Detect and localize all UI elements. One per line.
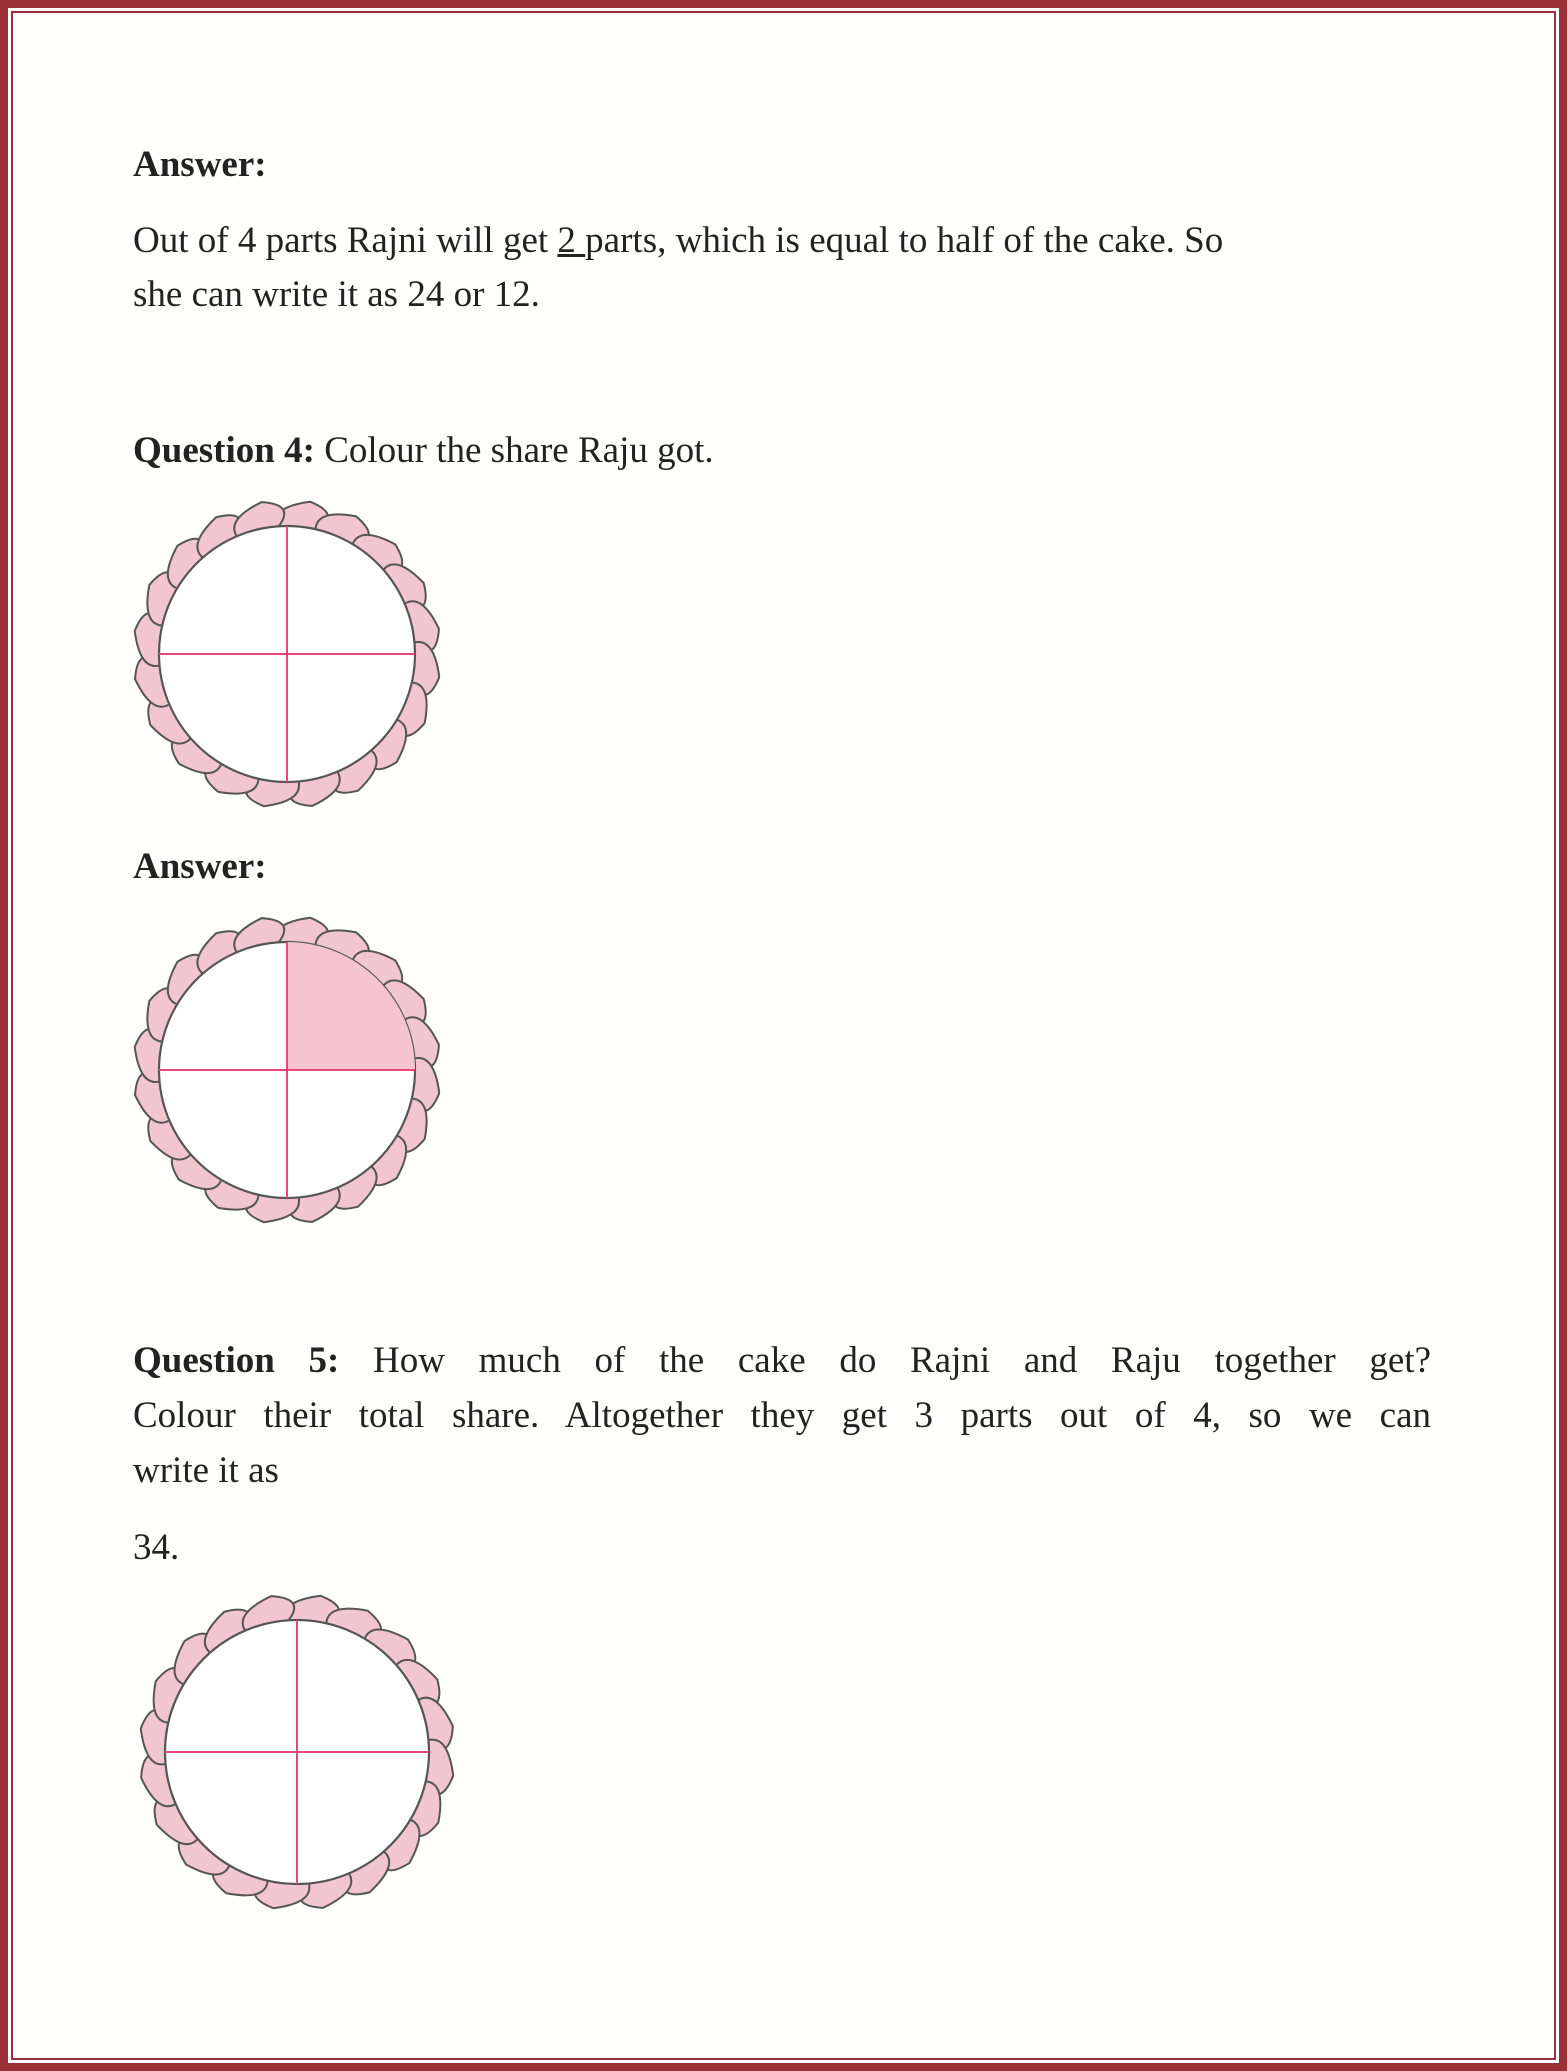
question-text: How much of the cake do Rajni and Raju together get? bbox=[339, 1340, 1431, 1381]
question5-line1 bbox=[133, 1342, 1431, 1379]
question-label: Question 5: bbox=[133, 1340, 340, 1381]
text: Out of 4 parts Rajni will get bbox=[133, 220, 558, 261]
question-label: Question 4: bbox=[133, 430, 315, 471]
question4 bbox=[133, 432, 714, 469]
question5-line2: Colour their total share. Altogether they get 3 parts out of 4, so we can bbox=[133, 1395, 1431, 1436]
question-text: Colour the share Raju got. bbox=[314, 430, 714, 471]
underlined-number: 2 bbox=[557, 220, 586, 261]
cake-diagram-question5 bbox=[147, 1602, 447, 1902]
cake-diagram-answer4 bbox=[137, 920, 437, 1220]
answer-heading: Answer: bbox=[133, 144, 267, 185]
question5-line3: write it as bbox=[133, 1450, 279, 1491]
text: parts, which is equal to half of the cake. So bbox=[585, 220, 1224, 261]
answer-text-line2: she can write it as 24 or 12. bbox=[133, 274, 540, 315]
answer-heading: Answer: bbox=[133, 846, 267, 887]
question5-line4: 34. bbox=[133, 1527, 180, 1568]
cake-diagram-question4 bbox=[137, 504, 437, 804]
answer-text-line1 bbox=[133, 222, 1223, 259]
